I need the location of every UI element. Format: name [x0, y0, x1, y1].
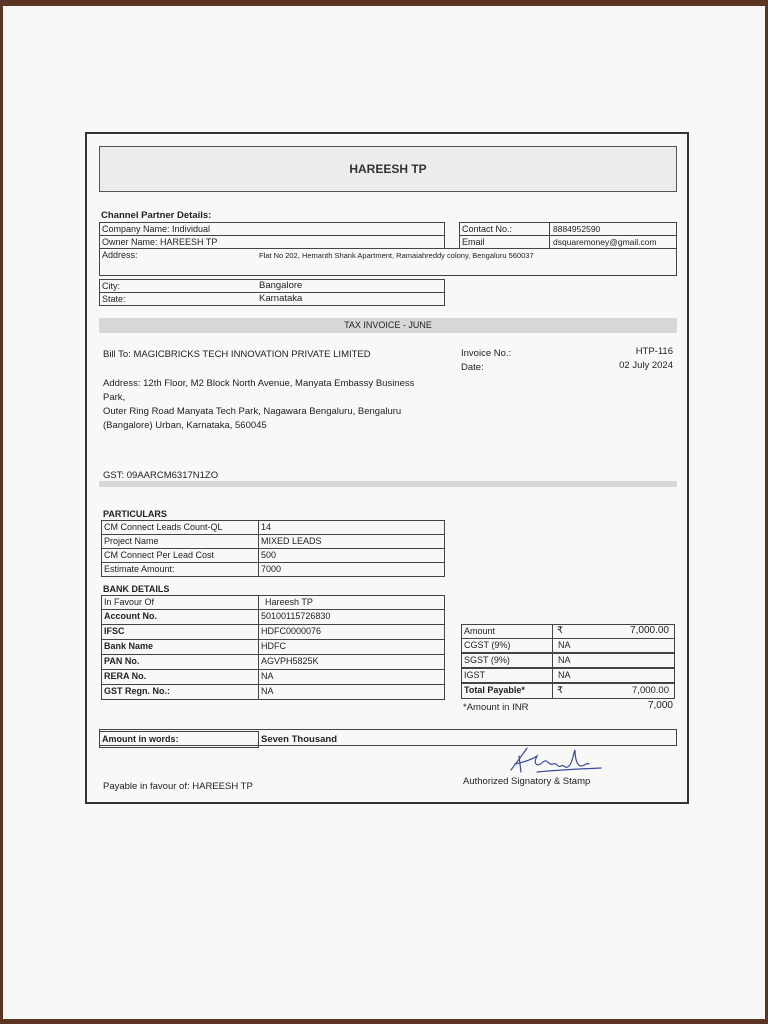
- particulars-heading: PARTICULARS: [103, 509, 167, 519]
- address-value: Flat No 202, Hemanth Shank Apartment, Ramaiahreddy colony, Bengaluru 560037: [259, 251, 534, 260]
- email-label: Email: [459, 235, 550, 249]
- bank-label: GST Regn. No.:: [101, 684, 259, 700]
- tax-invoice-banner: [99, 318, 677, 333]
- bill-to: Bill To: MAGICBRICKS TECH INNOVATION PRIVATE LIMITED: [103, 349, 371, 360]
- city-value: Bangalore: [259, 280, 303, 291]
- city-label: City:: [102, 281, 120, 291]
- bank-label: In Favour Of: [101, 595, 259, 610]
- partner-heading: Channel Partner Details:: [101, 210, 212, 221]
- paper-sheet: [3, 6, 765, 1019]
- currency-symbol: ₹: [557, 625, 564, 636]
- particulars-label: Project Name: [101, 534, 259, 549]
- owner-value: HAREESH TP: [160, 237, 218, 247]
- igst-value: NA: [552, 668, 675, 683]
- address-label: Address:: [102, 250, 138, 260]
- amount-value: 7,000.00: [630, 625, 669, 636]
- bill-address-line4: (Bangalore) Urban, Karnataka, 560045: [103, 420, 267, 431]
- bank-label: Bank Name: [101, 639, 259, 655]
- amount-note-value: 7,000: [647, 700, 673, 711]
- amount-note: *Amount in INR: [463, 702, 529, 713]
- signature-image: [507, 744, 607, 776]
- date-label: Date:: [461, 362, 484, 373]
- bank-label: PAN No.: [101, 654, 259, 670]
- particulars-label: CM Connect Leads Count-QL: [101, 520, 259, 535]
- bank-label: IFSC: [101, 624, 259, 640]
- cgst-value: NA: [552, 638, 675, 653]
- state-value: Karnataka: [259, 293, 303, 304]
- amount-label: Amount: [461, 624, 553, 639]
- particulars-value: 500: [258, 548, 445, 563]
- owner-label: Owner Name:: [102, 237, 158, 247]
- cgst-label: CGST (9%): [461, 638, 553, 653]
- sgst-label: SGST (9%): [461, 653, 553, 668]
- contact-label: Contact No.:: [459, 222, 550, 236]
- amount-words-label: Amount in words:: [99, 731, 259, 748]
- bank-heading: BANK DETAILS: [103, 584, 170, 594]
- email-value: dsquaremoney@gmail.com: [553, 237, 657, 247]
- total-payable-value: 7,000.00: [632, 685, 669, 696]
- igst-label: IGST: [461, 668, 553, 683]
- sgst-value: NA: [552, 653, 675, 668]
- bank-value: NA: [258, 684, 445, 700]
- bill-address-line1: Address: 12th Floor, M2 Block North Avenue, Manyata Embassy Business: [103, 378, 415, 389]
- particulars-label: Estimate Amount:: [101, 562, 259, 577]
- invoice-frame: [85, 132, 689, 804]
- company-name: Company Name: Individual: [99, 222, 445, 236]
- owner-row: [99, 235, 445, 249]
- bank-value: NA: [258, 669, 445, 685]
- amount-words-value: Seven Thousand: [261, 734, 338, 745]
- authorized-signatory: Authorized Signatory & Stamp: [463, 776, 591, 787]
- particulars-value: 7000: [258, 562, 445, 577]
- payable-in-favour: Payable in favour of: HAREESH TP: [103, 781, 253, 792]
- bank-value: AGVPH5825K: [258, 654, 445, 670]
- gst-number: GST: 09AARCM6317N1ZO: [103, 470, 219, 481]
- bank-label: RERA No.: [101, 669, 259, 685]
- bill-address-line2: Park,: [103, 392, 126, 403]
- total-payable-label: Total Payable*: [461, 683, 553, 699]
- tax-invoice-title: TAX INVOICE - JUNE: [344, 320, 432, 330]
- invoice-date: 02 July 2024: [619, 360, 673, 371]
- bank-value: Hareesh TP: [258, 595, 445, 610]
- bank-value: HDFC: [258, 639, 445, 655]
- contact-value: 8884952590: [553, 224, 601, 234]
- section-divider: [99, 481, 677, 487]
- invoice-no-label: Invoice No.:: [461, 348, 512, 359]
- bank-label: Account No.: [101, 609, 259, 625]
- invoice-title: HAREESH TP: [99, 146, 677, 192]
- state-label: State:: [102, 294, 126, 304]
- particulars-value: 14: [258, 520, 445, 535]
- particulars-value: MIXED LEADS: [258, 534, 445, 549]
- bank-value: 50100115726830: [258, 609, 445, 625]
- invoice-number: HTP-116: [635, 346, 673, 357]
- bank-value: HDFC0000076: [258, 624, 445, 640]
- particulars-label: CM Connect Per Lead Cost: [101, 548, 259, 563]
- total-currency-symbol: ₹: [557, 685, 564, 696]
- bill-address-line3: Outer Ring Road Manyata Tech Park, Nagawara Bengaluru, Bengaluru: [103, 406, 402, 417]
